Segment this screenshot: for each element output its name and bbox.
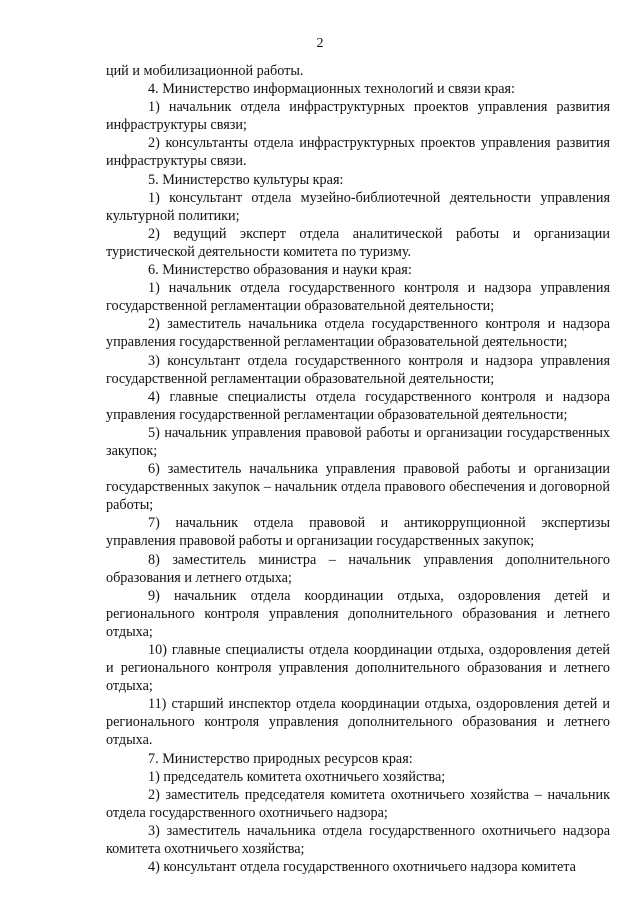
paragraph: 7) начальник отдела правовой и антикоррупционной экспертизы управления правовой работы и организации государственных закупок; bbox=[106, 515, 610, 550]
paragraph: 8) заместитель министра – начальник управления дополнительного образования и летнего отдыха; bbox=[106, 551, 610, 586]
paragraph: 2) консультанты отдела инфраструктурных проектов управления развития инфраструктуры связи. bbox=[106, 135, 610, 170]
paragraph: 4) главные специалисты отдела государственного контроля и надзора управления государственной регламентации образовательной деятельности; bbox=[106, 388, 610, 423]
paragraph: 5. Министерство культуры края: bbox=[148, 171, 344, 188]
paragraph: 11) старший инспектор отдела координации отдыха, оздоровления детей и регионального контроля управления дополнительного образования и летнего отдыха. bbox=[106, 696, 610, 749]
paragraph: 2) заместитель начальника отдела государственного контроля и надзора управления государственной регламентации образовательной деятельности; bbox=[106, 316, 610, 351]
paragraph: 3) заместитель начальника отдела государственного охотничьего надзора комитета охотничьего хозяйства; bbox=[106, 822, 610, 858]
paragraph: 7. Министерство природных ресурсов края: bbox=[148, 750, 413, 767]
paragraph: 6. Министерство образования и науки края: bbox=[148, 262, 412, 279]
page-number: 2 bbox=[316, 36, 324, 51]
paragraph: 1) консультант отдела музейно-библиотечной деятельности управления культурной политики; bbox=[106, 189, 610, 224]
paragraph: 3) консультант отдела государственного контроля и надзора управления государственной регламентации образовательной деятельности; bbox=[106, 352, 610, 387]
paragraph: 10) главные специалисты отдела координации отдыха, оздоровления детей и регионального контроля управления дополнительного образования и летнего отдыха; bbox=[106, 642, 610, 695]
paragraph: ций и мобилизационной работы. bbox=[106, 63, 304, 79]
paragraph: 4) консультант отдела государственного охотничьего надзора комитета bbox=[148, 859, 576, 876]
paragraph: 9) начальник отдела координации отдыха, оздоровления детей и регионального контроля управления дополнительного образования и летнего отдыха; bbox=[106, 587, 610, 640]
document-body bbox=[106, 62, 610, 876]
paragraph: 2) ведущий эксперт отдела аналитической работы и организации туристической деятельности комитета по туризму. bbox=[106, 225, 610, 260]
paragraph: 2) заместитель председателя комитета охотничьего хозяйства – начальник отдела государственного охотничьего надзора; bbox=[106, 786, 610, 821]
paragraph: 1) начальник отдела государственного контроля и надзора управления государственной регламентации образовательной деятельности; bbox=[106, 280, 610, 315]
paragraph: 1) председатель комитета охотничьего хозяйства; bbox=[148, 768, 446, 785]
paragraph: 6) заместитель начальника управления правовой работы и организации государственных закупок – начальник отдела правового обеспечения и договорной работы; bbox=[106, 461, 610, 514]
paragraph: 4. Министерство информационных технологий и связи края: bbox=[148, 81, 515, 98]
paragraph: 1) начальник отдела инфраструктурных проектов управления развития инфраструктуры связи; bbox=[106, 99, 610, 134]
paragraph: 5) начальник управления правовой работы и организации государственных закупок; bbox=[106, 424, 610, 459]
